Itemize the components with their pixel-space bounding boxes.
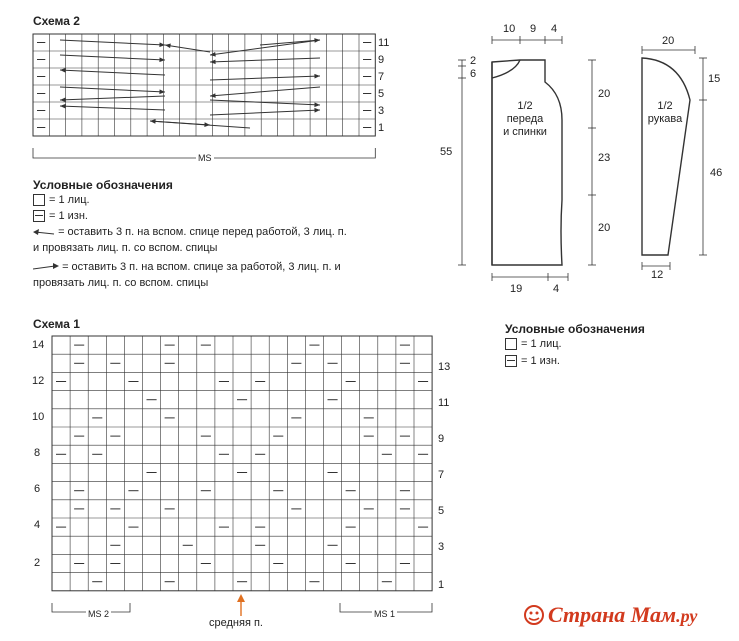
s2-row-label: 1 — [378, 122, 385, 134]
fb-top-dim: 4 — [551, 23, 558, 35]
s1-left-label: 14 — [32, 339, 45, 351]
s1-right-label: 1 — [438, 579, 445, 591]
s1-left-label: 10 — [32, 411, 45, 423]
fb-top-dim: 9 — [530, 23, 537, 35]
s2-legend-left-cross-2: и провязать лиц. п. со вспом. спицы — [33, 242, 218, 254]
sleeve-label-line: рукава — [647, 113, 683, 125]
s1-right-label: 3 — [438, 541, 445, 553]
s2-legend-purl-text: = 1 изн. — [49, 210, 88, 222]
sleeve-label-line: 1/2 — [657, 100, 673, 112]
fb-right-dim: 20 — [598, 222, 611, 234]
fb-label-line: 1/2 — [517, 100, 533, 112]
s2-row-label: 7 — [378, 71, 385, 83]
pattern-legend-purl-text: = 1 изн. — [521, 355, 560, 367]
s2-row-label: 11 — [378, 37, 390, 49]
s2-legend-right-cross-text: = оставить 3 п. на вспом. спице за работой, 3 лиц. п. и — [62, 261, 341, 273]
s2-row-label: 9 — [378, 54, 385, 66]
s2-ms-label: MS — [198, 153, 212, 163]
fb-left-dim: 2 — [470, 55, 477, 67]
s1-left-label: 4 — [34, 519, 41, 531]
fb-top-dim: 10 — [503, 23, 516, 35]
pattern-legend-title: Условные обозначения — [505, 322, 645, 336]
middle-stitch-label: средняя п. — [209, 617, 263, 629]
s1-left-label: 6 — [34, 483, 41, 495]
s1-right-label: 9 — [438, 433, 445, 445]
s1-right-label: 7 — [438, 469, 445, 481]
watermark-text: Страна Мам — [548, 602, 677, 627]
fb-bottom-dim: 19 — [510, 283, 523, 295]
sleeve-top-dim: 20 — [662, 35, 675, 47]
watermark-logo — [548, 602, 697, 628]
ms1-label: MS 1 — [374, 609, 396, 619]
fb-right-dim: 20 — [598, 88, 611, 100]
middle-stitch-arrow-head — [237, 594, 245, 602]
scheme1-title: Схема 1 — [33, 317, 80, 331]
s1-right-label: 13 — [438, 361, 451, 373]
fb-left-dim: 6 — [470, 68, 477, 80]
pattern-legend-knit-text: = 1 лиц. — [521, 338, 562, 350]
s1-left-label: 2 — [34, 557, 41, 569]
fb-label-line: и спинки — [503, 126, 547, 138]
fb-left-dim: 55 — [440, 146, 453, 158]
sleeve-bottom-dim: 12 — [651, 269, 664, 281]
fb-bottom-dim: 4 — [553, 283, 560, 295]
ms2-label: MS 2 — [88, 609, 110, 619]
s2-legend-left-cross-text: = оставить 3 п. на вспом. спице перед работой, 3 лиц. п. — [58, 226, 347, 238]
s1-right-label: 11 — [438, 397, 450, 409]
scheme2-title: Схема 2 — [33, 14, 80, 28]
s2-legend-title: Условные обозначения — [33, 178, 173, 192]
s2-legend-knit-text: = 1 лиц. — [49, 194, 90, 206]
watermark-mascot-icon — [520, 603, 548, 627]
watermark-suffix: .ру — [676, 606, 698, 626]
fb-label-line: переда — [506, 113, 544, 125]
s1-right-label: 5 — [438, 505, 445, 517]
s2-row-label: 3 — [378, 105, 385, 117]
s1-left-label: 8 — [34, 447, 41, 459]
s2-legend-right-cross-2: провязать лиц. п. со вспом. спицы — [33, 277, 209, 289]
s2-row-label: 5 — [378, 88, 385, 100]
s1-left-label: 12 — [32, 375, 45, 387]
fb-right-dim: 23 — [598, 152, 611, 164]
sleeve-right-dim: 46 — [710, 167, 723, 179]
sleeve-right-dim: 15 — [708, 73, 721, 85]
